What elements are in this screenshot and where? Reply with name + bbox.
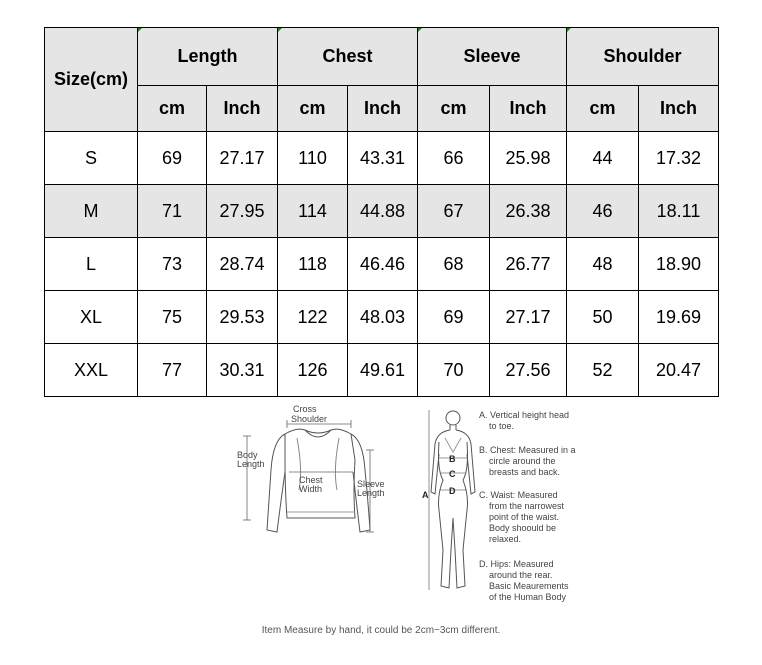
table-cell: 73 — [138, 238, 207, 291]
body-measurement-notes — [479, 410, 576, 602]
table-cell: 27.17 — [207, 132, 278, 185]
length-group-header: Length — [138, 28, 278, 86]
sleeve-group-header: Sleeve — [418, 28, 567, 86]
shoulder-cm-header: cm — [567, 86, 639, 132]
chest-inch-header: Inch — [348, 86, 418, 132]
table-cell: 25.98 — [490, 132, 567, 185]
table-row — [45, 132, 719, 185]
table-cell: 27.95 — [207, 185, 278, 238]
note-a-line2: to toe. — [489, 421, 515, 431]
human-body-illustration — [431, 411, 475, 588]
size-cell: M — [45, 185, 138, 238]
table-cell: 27.17 — [490, 291, 567, 344]
table-cell: 18.11 — [639, 185, 719, 238]
table-cell: 27.56 — [490, 344, 567, 397]
note-d-line4: of the Human Body — [489, 592, 567, 602]
cell-corner-mark — [278, 28, 282, 32]
table-cell: 114 — [278, 185, 348, 238]
table-row — [45, 291, 719, 344]
chest-marker-letter: B — [449, 454, 456, 464]
note-d-line3: Basic Meaurements — [489, 581, 569, 591]
table-cell: 122 — [278, 291, 348, 344]
note-d-line2: around the rear. — [489, 570, 553, 580]
note-c-line3: point of the waist. — [489, 512, 560, 522]
table-cell: 118 — [278, 238, 348, 291]
table-cell: 110 — [278, 132, 348, 185]
table-cell: 43.31 — [348, 132, 418, 185]
cross-shoulder-label-line1: Cross — [293, 404, 317, 414]
chest-cm-header: cm — [278, 86, 348, 132]
note-b-line2: circle around the — [489, 456, 556, 466]
sleeve-length-label-line2: Length — [357, 488, 385, 498]
table-cell: 66 — [418, 132, 490, 185]
table-cell: 44.88 — [348, 185, 418, 238]
note-c-line2: from the narrowest — [489, 501, 565, 511]
note-b-line3: breasts and back. — [489, 467, 561, 477]
sleeve-length-label-line1: Sleeve — [357, 479, 385, 489]
note-c-line1: C. Waist: Measured — [479, 490, 558, 500]
cross-shoulder-label-line2: Shoulder — [291, 414, 328, 424]
chest-width-label-line2: Width — [299, 484, 323, 494]
size-cell: L — [45, 238, 138, 291]
shoulder-group-header: Shoulder — [567, 28, 719, 86]
waist-marker-letter: C — [449, 469, 456, 479]
size-chart-table — [44, 27, 719, 397]
size-cell: S — [45, 132, 138, 185]
note-c-line4: Body shoould be — [489, 523, 557, 533]
chest-width-label-line1: Chest — [299, 475, 323, 485]
table-cell: 52 — [567, 344, 639, 397]
size-column-header: Size(cm) — [45, 28, 138, 132]
length-cm-header: cm — [138, 86, 207, 132]
table-cell: 49.61 — [348, 344, 418, 397]
table-cell: 67 — [418, 185, 490, 238]
table-cell: 75 — [138, 291, 207, 344]
table-row — [45, 344, 719, 397]
table-cell: 69 — [138, 132, 207, 185]
table-cell: 29.53 — [207, 291, 278, 344]
body-length-label-line1: Body — [237, 450, 258, 460]
table-cell: 26.38 — [490, 185, 567, 238]
table-cell: 50 — [567, 291, 639, 344]
table-cell: 20.47 — [639, 344, 719, 397]
measurement-footnote: Item Measure by hand, it could be 2cm~3cm different. — [261, 625, 501, 636]
table-cell: 17.32 — [639, 132, 719, 185]
table-cell: 46.46 — [348, 238, 418, 291]
table-row — [45, 185, 719, 238]
table-cell: 46 — [567, 185, 639, 238]
size-cell: XL — [45, 291, 138, 344]
cell-corner-mark — [418, 28, 422, 32]
note-b-line1: B. Chest: Measured in a — [479, 445, 576, 455]
body-length-label-line2: Length — [237, 459, 265, 469]
table-cell: 48.03 — [348, 291, 418, 344]
table-cell: 69 — [418, 291, 490, 344]
table-cell: 77 — [138, 344, 207, 397]
table-cell: 44 — [567, 132, 639, 185]
hips-marker-letter: D — [449, 486, 456, 496]
table-row — [45, 238, 719, 291]
cell-corner-mark — [567, 28, 571, 32]
table-cell: 26.77 — [490, 238, 567, 291]
table-cell: 28.74 — [207, 238, 278, 291]
length-inch-header: Inch — [207, 86, 278, 132]
table-cell: 70 — [418, 344, 490, 397]
note-d-line1: D. Hips: Measured — [479, 559, 554, 569]
sleeve-cm-header: cm — [418, 86, 490, 132]
note-c-line5: relaxed. — [489, 534, 522, 544]
sleeve-inch-header: Inch — [490, 86, 567, 132]
table-cell: 18.90 — [639, 238, 719, 291]
table-cell: 68 — [418, 238, 490, 291]
table-cell: 126 — [278, 344, 348, 397]
chest-group-header: Chest — [278, 28, 418, 86]
table-cell: 19.69 — [639, 291, 719, 344]
height-marker-letter: A — [422, 490, 429, 500]
note-a-line1: A. Vertical height head — [479, 410, 570, 420]
shoulder-inch-header: Inch — [639, 86, 719, 132]
cell-corner-mark — [138, 28, 142, 32]
size-cell: XXL — [45, 344, 138, 397]
table-cell: 71 — [138, 185, 207, 238]
table-cell: 30.31 — [207, 344, 278, 397]
table-cell: 48 — [567, 238, 639, 291]
body-measure-lines — [429, 410, 467, 590]
measurement-diagram — [225, 400, 595, 620]
